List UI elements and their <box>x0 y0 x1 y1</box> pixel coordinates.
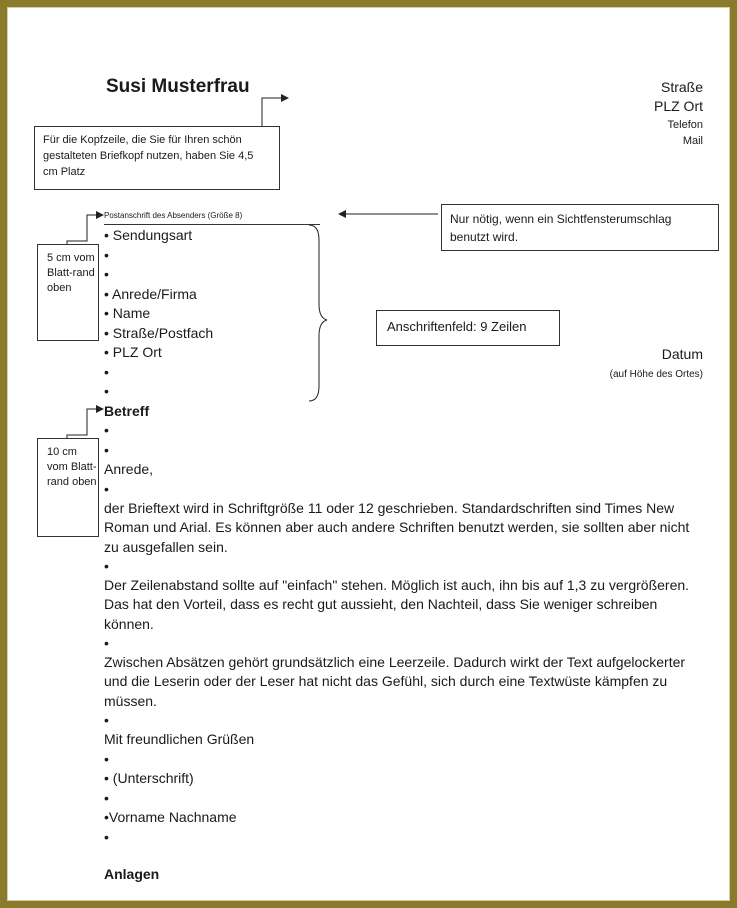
address-line: • <box>104 266 109 282</box>
blank-bullet: • <box>104 481 109 497</box>
blank-bullet: • <box>104 829 109 845</box>
blank-bullet: • <box>104 751 109 767</box>
address-line: • Anrede/Firma <box>104 286 197 302</box>
blank-bullet: • <box>104 558 109 574</box>
postanschrift-line: Postanschrift des Absenders (Größe 8) <box>104 211 243 220</box>
subject-line: Betreff <box>104 403 150 419</box>
address-line: • <box>104 383 109 399</box>
anschriftenfeld-note: Anschriftenfeld: 9 Zeilen <box>376 310 560 346</box>
date-label: Datum <box>661 346 703 362</box>
blank-bullet: • <box>104 442 109 458</box>
address-line: • Sendungsart <box>104 227 193 243</box>
salutation: Anrede, <box>104 461 154 477</box>
body-paragraph-2: Der Zeilenabstand sollte auf "einfach" stehen. Möglich ist auch, ihn bis auf 1,3 zu vergrößeren. Das hat den Vorteil, dass es recht gut aussieht, den Nachteil, dass Sie weniger schreiben können. <box>104 577 690 632</box>
full-name-line: •Vorname Nachname <box>104 809 237 825</box>
blank-bullet: • <box>104 635 109 651</box>
postanschrift-rule <box>104 224 320 225</box>
sender-mail: Mail <box>682 135 703 147</box>
signature-line: • (Unterschrift) <box>104 770 194 786</box>
attachments-label: Anlagen <box>104 866 160 882</box>
address-line: • Straße/Postfach <box>104 325 214 341</box>
sender-plz-ort: PLZ Ort <box>653 98 703 114</box>
five-cm-note: 5 cm vom Blatt-rand oben <box>37 244 99 341</box>
letter-page <box>7 7 730 901</box>
address-line: • <box>104 364 109 380</box>
ten-cm-note: 10 cm vom Blatt-rand oben <box>37 438 99 537</box>
sichtfenster-note: Nur nötig, wenn ein Sichtfensterumschlag benutzt wird. <box>441 204 719 251</box>
address-line: • Name <box>104 305 151 321</box>
address-line: • <box>104 247 109 263</box>
kopfzeile-note: Für die Kopfzeile, die Sie für Ihren schön gestalteten Briefkopf nutzen, haben Sie 4,5 cm Platz <box>34 126 280 190</box>
sender-name: Susi Musterfrau <box>106 76 250 97</box>
blank-bullet: • <box>104 422 109 438</box>
body-paragraph-1: der Brieftext wird in Schriftgröße 11 oder 12 geschrieben. Standardschriften sind Times New Roman und Arial. Es können aber auch andere Schriften benutzt werden, sie sollten aber nicht zu ausgefallen sein. <box>104 500 690 555</box>
body-paragraph-3: Zwischen Absätzen gehört grundsätzlich eine Leerzeile. Dadurch wirkt der Text aufgelockerter und die Leserin oder der Leser hat nicht das Gefühl, sich durch eine Textwüste kämpfen zu müssen. <box>104 654 686 709</box>
sender-street: Straße <box>660 79 703 95</box>
blank-bullet: • <box>104 790 109 806</box>
date-note: (auf Höhe des Ortes) <box>609 369 703 380</box>
address-line: • PLZ Ort <box>104 344 162 360</box>
sender-phone: Telefon <box>667 119 703 131</box>
blank-bullet: • <box>104 712 109 728</box>
closing: Mit freundlichen Grüßen <box>104 731 255 747</box>
